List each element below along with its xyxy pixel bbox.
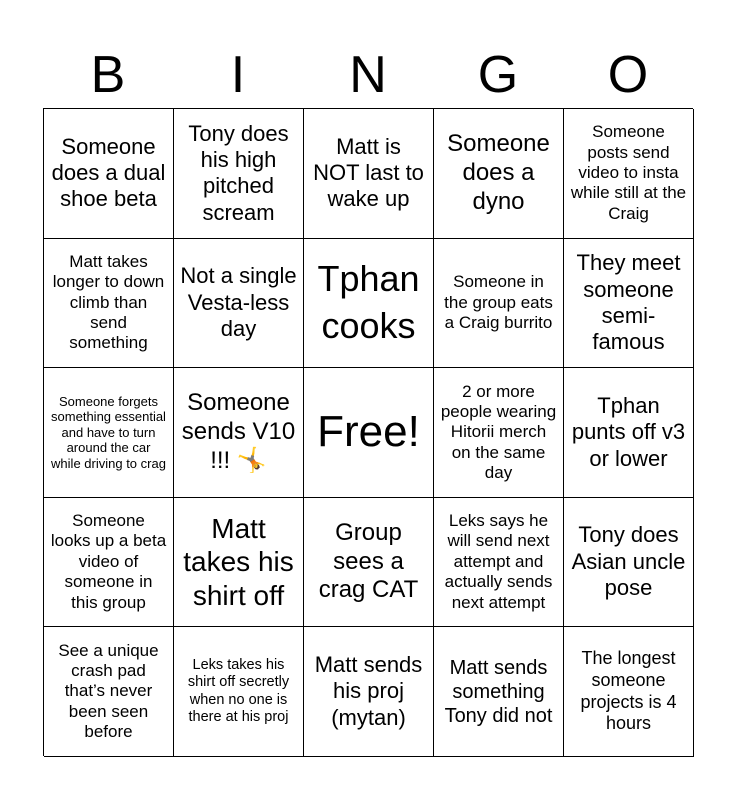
- header-letter-b: B: [90, 46, 126, 104]
- bingo-cell[interactable]: Not a single Vesta-less day: [174, 239, 304, 369]
- bingo-cell[interactable]: Tony does his high pitched scream: [174, 109, 304, 239]
- bingo-cell[interactable]: 2 or more people wearing Hitorii merch on the same day: [434, 368, 564, 498]
- bingo-cell[interactable]: They meet someone semi-famous: [564, 239, 694, 369]
- bingo-cell[interactable]: Matt takes his shirt off: [174, 498, 304, 628]
- bingo-header: [43, 44, 693, 106]
- bingo-cell[interactable]: Someone does a dual shoe beta: [44, 109, 174, 239]
- header-letter-i: I: [230, 46, 246, 104]
- header-letter-n: N: [349, 46, 387, 104]
- bingo-cell[interactable]: The longest someone projects is 4 hours: [564, 627, 694, 757]
- bingo-cell[interactable]: Group sees a crag CAT: [304, 498, 434, 628]
- bingo-cell[interactable]: See a unique crash pad that’s never been seen before: [44, 627, 174, 757]
- bingo-cell[interactable]: Tphan cooks: [304, 239, 434, 369]
- bingo-cell[interactable]: Tony does Asian uncle pose: [564, 498, 694, 628]
- bingo-cell[interactable]: Someone posts send video to insta while still at the Craig: [564, 109, 694, 239]
- bingo-board: [43, 108, 693, 756]
- header-letter-o: O: [607, 46, 649, 104]
- bingo-cell[interactable]: Someone does a dyno: [434, 109, 564, 239]
- bingo-cell[interactable]: Tphan punts off v3 or lower: [564, 368, 694, 498]
- header-letter-g: G: [477, 46, 519, 104]
- bingo-cell[interactable]: Matt sends something Tony did not: [434, 627, 564, 757]
- bingo-cell[interactable]: Matt takes longer to down climb than send something: [44, 239, 174, 369]
- bingo-cell[interactable]: Someone looks up a beta video of someone in this group: [44, 498, 174, 628]
- bingo-cell[interactable]: Matt sends his proj (mytan): [304, 627, 434, 757]
- bingo-cell[interactable]: Leks says he will send next attempt and actually sends next attempt: [434, 498, 564, 628]
- free-space-cell[interactable]: Free!: [304, 368, 434, 498]
- bingo-cell[interactable]: Someone sends V10 !!! 🤸: [174, 368, 304, 498]
- bingo-cell[interactable]: Matt is NOT last to wake up: [304, 109, 434, 239]
- bingo-cell[interactable]: Someone in the group eats a Craig burrito: [434, 239, 564, 369]
- bingo-cell[interactable]: Leks takes his shirt off secretly when no one is there at his proj: [174, 627, 304, 757]
- bingo-cell[interactable]: Someone forgets something essential and have to turn around the car while driving to crag: [44, 368, 174, 498]
